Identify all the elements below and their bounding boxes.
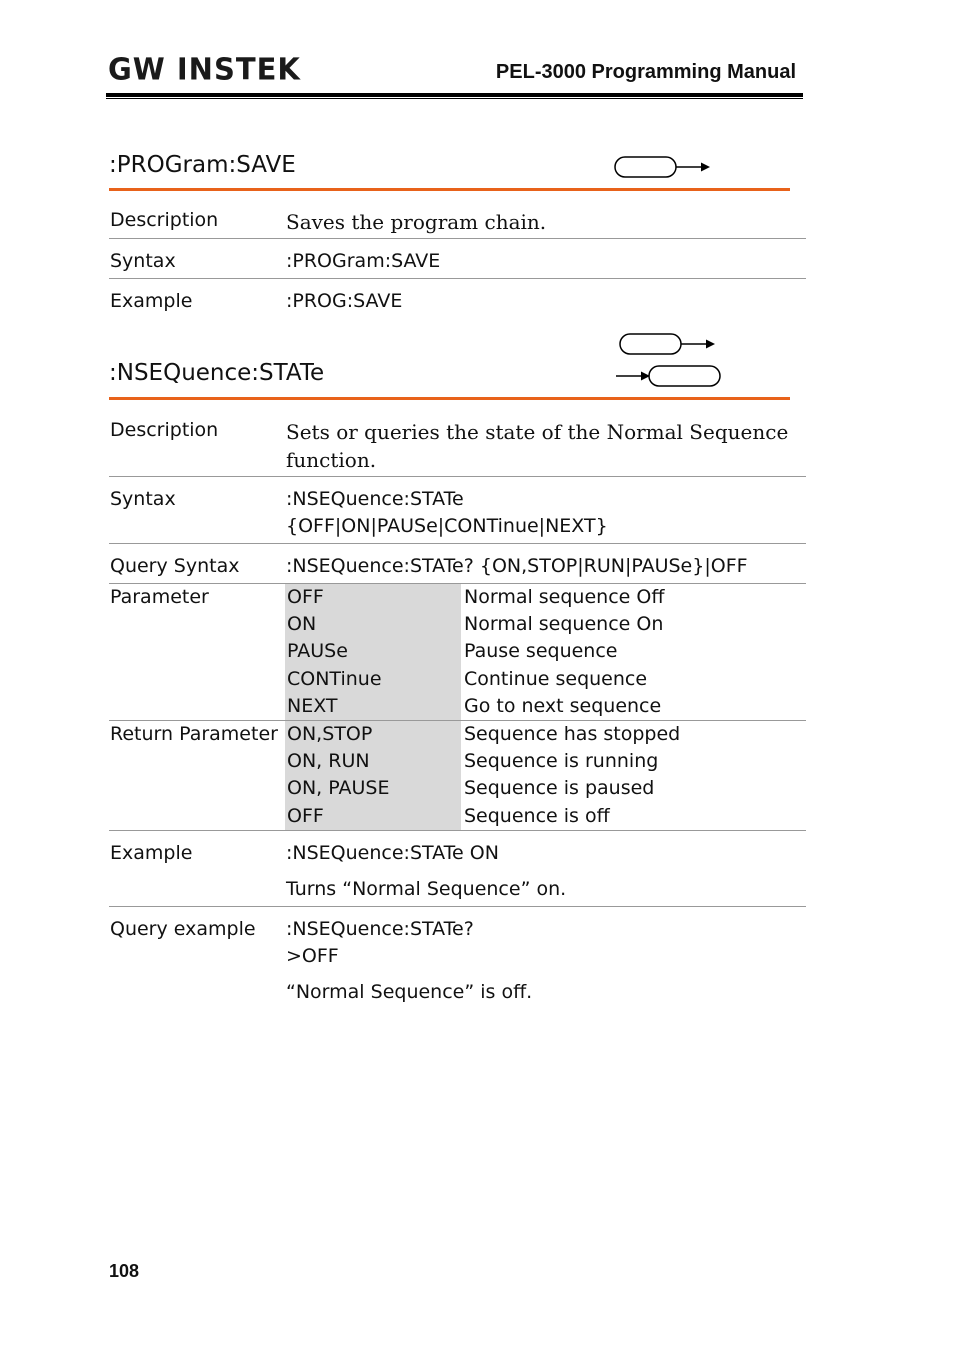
set-icon [617,331,717,357]
section-title-nsequence-state: :NSEQuence:STATe [109,360,325,386]
row-divider [109,543,806,544]
return-parameter-desc: Sequence is off [464,804,610,827]
row-value-example-note: Turns “Normal Sequence” on. [286,878,567,900]
row-divider [109,906,806,907]
return-parameter-name: ON, PAUSE [287,777,390,800]
row-value-syntax-line1: :NSEQuence:STATe [286,488,464,510]
return-parameter-desc: Sequence is paused [464,777,655,800]
row-value-syntax-line2: {OFF|ON|PAUSe|CONTinue|NEXT} [286,515,608,537]
row-label-parameter: Parameter [110,586,209,608]
row-label-description: Description [110,419,219,441]
parameter-name: PAUSe [287,640,348,663]
row-label-example: Example [110,842,193,864]
manual-title: PEL-3000 Programming Manual [495,61,796,83]
header-rule-thin [106,98,803,99]
row-divider [109,238,806,239]
row-label-query-syntax: Query Syntax [110,555,240,577]
header-rule [106,93,803,97]
parameter-name: ON [287,613,317,636]
row-label-query-example: Query example [110,918,256,940]
row-label-description: Description [110,209,219,231]
return-parameter-name: ON,STOP [287,723,373,745]
page-number: 108 [109,1261,140,1281]
parameter-desc: Go to next sequence [464,694,662,717]
return-parameter-desc: Sequence is running [464,750,659,773]
parameter-desc: Pause sequence [464,640,618,663]
parameter-name: OFF [287,586,324,608]
row-value-description-line1: Sets or queries the state of the Normal Sequence [286,420,789,444]
row-label-example: Example [110,290,193,312]
row-value-example: :PROG:SAVE [286,290,403,312]
query-icon [614,363,724,389]
parameter-desc: Normal sequence On [464,613,664,636]
row-divider [109,830,806,831]
row-value-syntax: :PROGram:SAVE [286,250,441,272]
return-parameter-names [287,721,389,830]
row-value-query-example-response: >OFF [286,945,339,967]
parameter-names [287,584,382,720]
row-label-syntax: Syntax [110,250,176,272]
return-parameter-descriptions [464,721,680,830]
section-rule-orange [109,188,790,191]
parameter-name: NEXT [287,694,338,717]
row-value-query-example-command: :NSEQuence:STATe? [286,918,474,940]
row-label-return-parameter: Return Parameter [110,723,278,745]
row-label-syntax: Syntax [110,488,176,510]
set-icon [612,154,712,180]
row-value-description-line2: function. [286,448,377,472]
section-title-program-save: :PROGram:SAVE [109,152,296,178]
row-value-description: Saves the program chain. [286,210,547,234]
return-parameter-desc: Sequence has stopped [464,723,681,745]
row-value-query-syntax: :NSEQuence:STATe? {ON,STOP|RUN|PAUSe}|OFF [286,555,748,577]
return-parameter-name: ON, RUN [287,750,370,773]
row-divider [109,476,806,477]
row-value-example-command: :NSEQuence:STATe ON [286,842,499,864]
parameter-name: CONTinue [287,667,382,690]
parameter-desc: Normal sequence Off [464,586,665,608]
gw-instek-logo: GW INSTEK [108,51,301,87]
parameter-descriptions [464,584,664,720]
parameter-desc: Continue sequence [464,667,648,690]
return-parameter-name: OFF [287,804,324,827]
row-divider [109,278,806,279]
row-value-query-example-note: “Normal Sequence” is off. [286,981,533,1003]
section-rule-orange [109,397,790,400]
